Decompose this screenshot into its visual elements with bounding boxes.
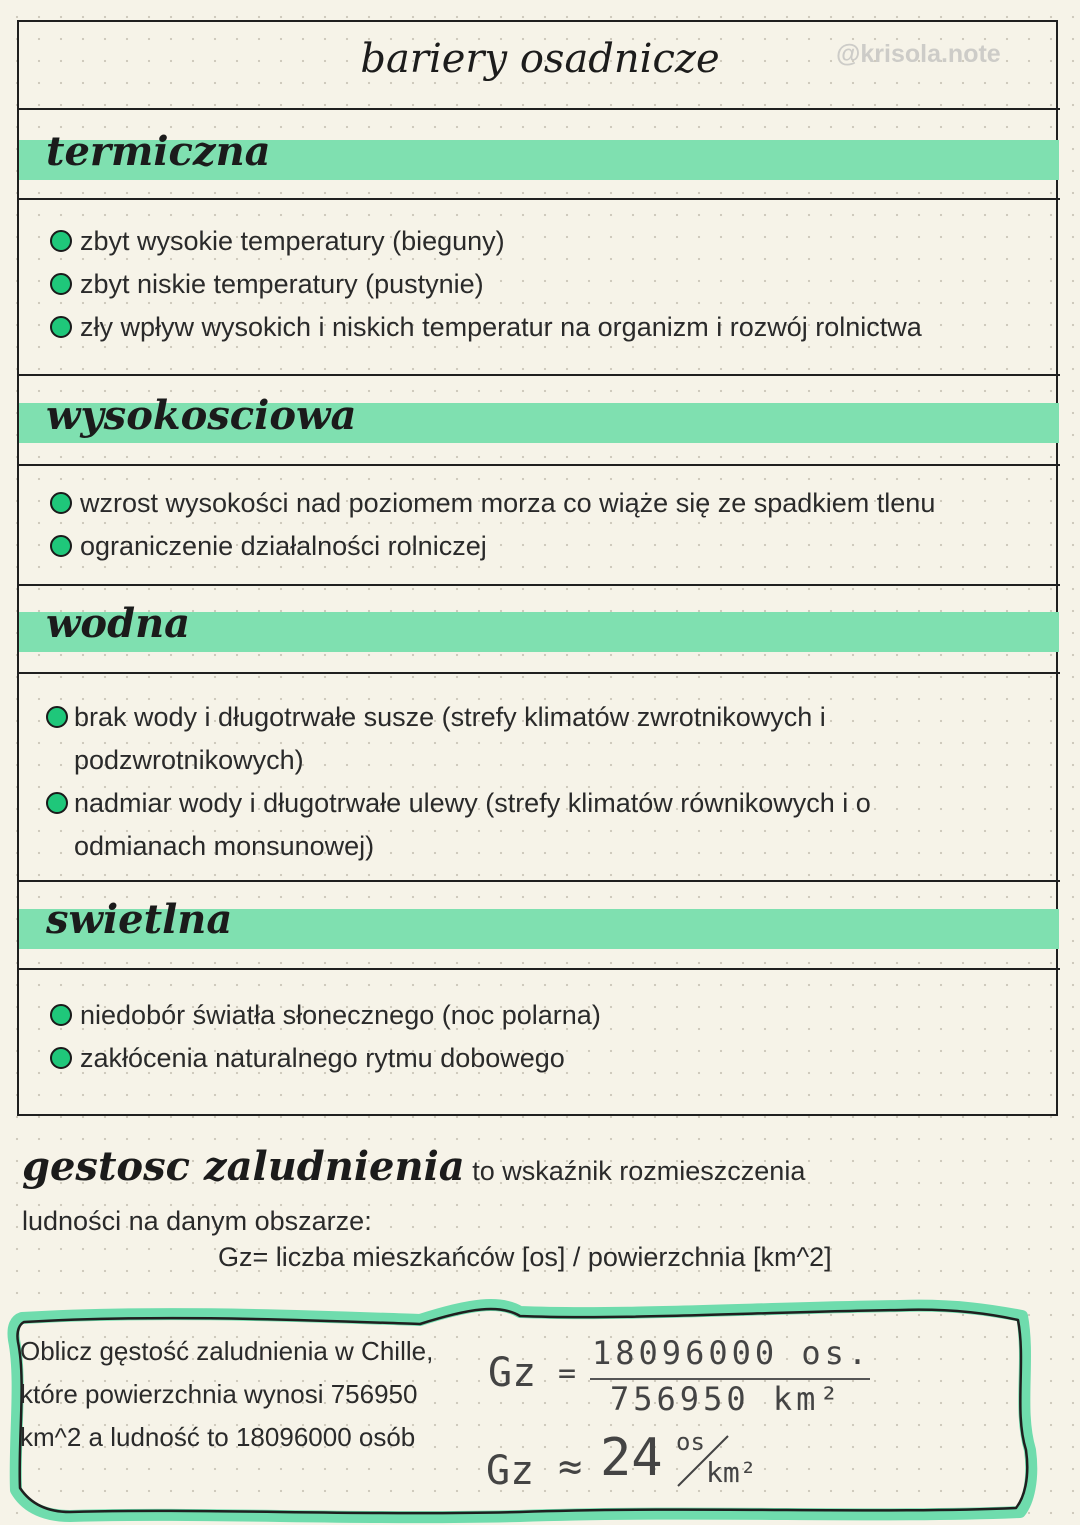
list-item: zakłócenia naturalnego rytmu dobowego	[50, 1037, 601, 1080]
bullet-dot-icon	[46, 792, 68, 814]
section-heading-wodna: wodna	[46, 600, 191, 647]
list-item: ograniczenie działalności rolniczej	[50, 525, 935, 568]
fraction-numerator: 18096000 os.	[592, 1334, 872, 1372]
section-heading-wysokosciowa: wysokosciowa	[46, 392, 357, 439]
list-item: nadmiar wody i długotrwałe ulewy (strefy klimatów równikowych i o odmianach monsunowej)	[46, 782, 974, 868]
title-divider	[17, 108, 1060, 110]
watermark: @krisola.note	[836, 40, 1001, 68]
result-unit-top: os	[676, 1428, 705, 1456]
divider	[17, 968, 1060, 970]
divider	[17, 672, 1060, 674]
section-heading-termiczna: termiczna	[46, 128, 271, 175]
list-item: zbyt wysokie temperatury (bieguny)	[50, 220, 922, 263]
bullet-dot-icon	[50, 535, 72, 557]
fraction-denominator: 756950 km²	[610, 1380, 843, 1418]
divider	[17, 198, 1060, 200]
definition-paragraph	[22, 1142, 902, 1246]
wysokosciowa-list	[50, 482, 935, 568]
exercise-prompt: Oblicz gęstość zaludnienia w Chille, które powierzchnia wynosi 756950 km^2 a ludność to 18096000 osób	[20, 1336, 434, 1452]
definition-term: gestosc zaludnienia	[22, 1143, 465, 1190]
bullet-dot-icon	[46, 706, 68, 728]
list-item: zły wpływ wysokich i niskich temperatur na organizm i rozwój rolnictwa	[50, 306, 922, 349]
list-item: zbyt niskie temperatury (pustynie)	[50, 263, 922, 306]
bullet-dot-icon	[50, 316, 72, 338]
equals-sign: =	[558, 1356, 577, 1391]
page-title: bariery osadnicze	[360, 36, 720, 82]
result-unit-bottom: km²	[706, 1456, 757, 1489]
section-heading-swietlna: swietlna	[46, 896, 233, 943]
bullet-dot-icon	[50, 1004, 72, 1026]
divider	[17, 880, 1060, 882]
list-item: wzrost wysokości nad poziomem morza co wiąże się ze spadkiem tlenu	[50, 482, 935, 525]
barriers-table-frame	[17, 20, 1058, 1116]
gz-symbol-result: Gz	[486, 1448, 535, 1494]
result-value: 24	[600, 1428, 663, 1488]
wodna-list	[46, 696, 974, 868]
density-formula: Gz= liczba mieszkańców [os] / powierzchnia [km^2]	[218, 1242, 832, 1272]
termiczna-list	[50, 220, 922, 349]
definition-text: to wskaźnik rozmieszczenia ludności na danym obszarze:	[22, 1156, 806, 1236]
divider	[17, 374, 1060, 376]
list-item: brak wody i długotrwałe susze (strefy klimatów zwrotnikowych i podzwrotnikowych)	[46, 696, 974, 782]
list-item: niedobór światła słonecznego (noc polarna)	[50, 994, 601, 1037]
bullet-dot-icon	[50, 230, 72, 252]
swietlna-list	[50, 994, 601, 1080]
bullet-dot-icon	[50, 1047, 72, 1069]
approx-sign: ≈	[558, 1444, 583, 1490]
divider	[17, 584, 1060, 586]
bullet-dot-icon	[50, 492, 72, 514]
bullet-dot-icon	[50, 273, 72, 295]
gz-symbol: Gz	[488, 1350, 537, 1396]
divider	[17, 464, 1060, 466]
